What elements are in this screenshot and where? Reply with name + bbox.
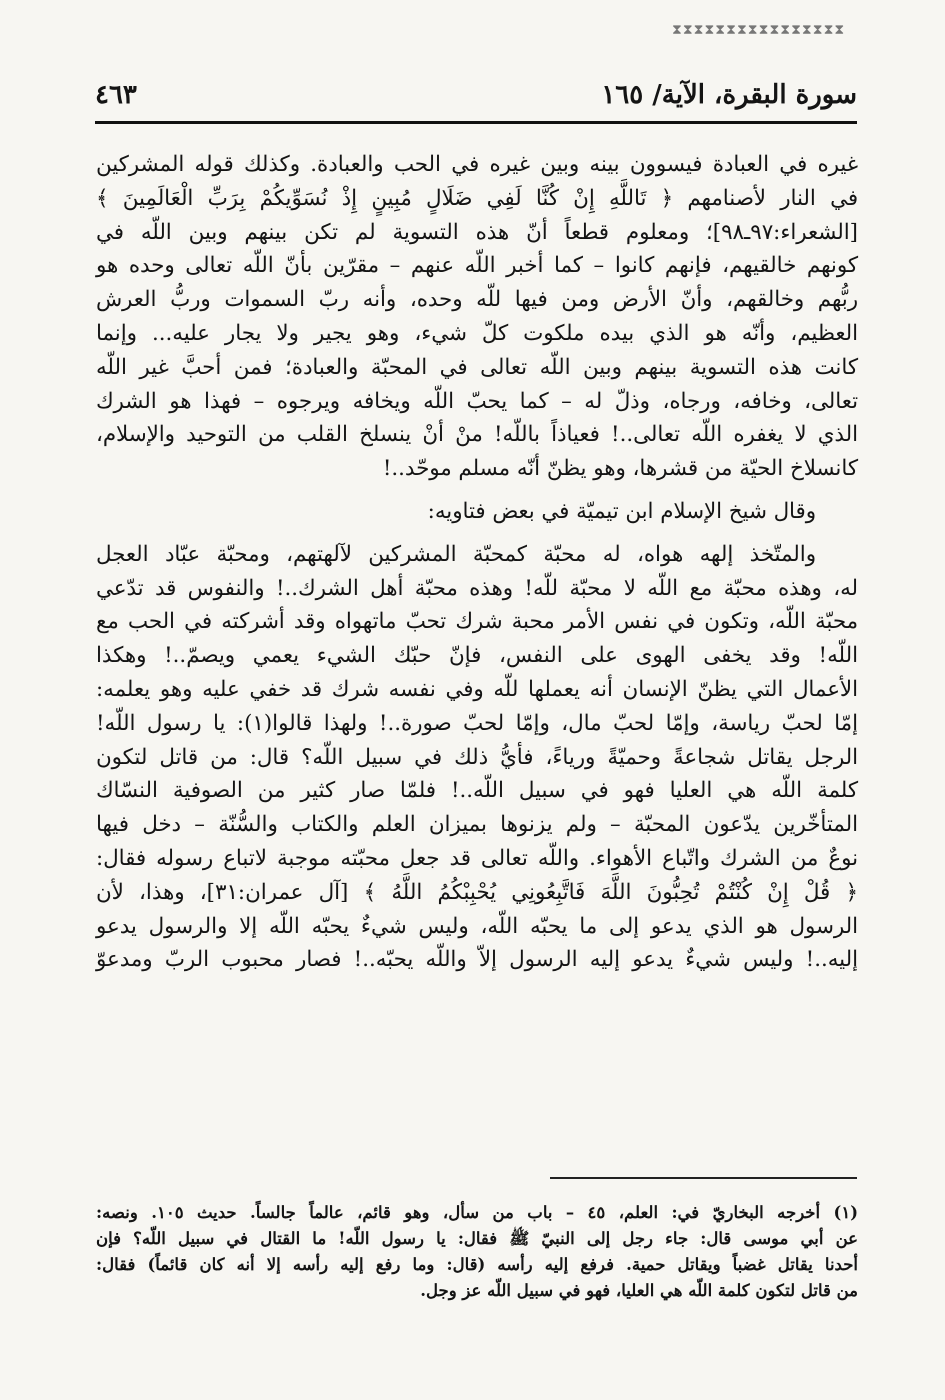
text-line: له، وهذه محبّة مع اللّه لا محبّة للّه! وهذه محبّة أهل الشرك..! والنفوس قد تدّعي: [96, 575, 858, 601]
header-rule: [95, 121, 857, 124]
text-line: نوعٌ من الشرك واتّباع الأهواء. واللّه تعالى قد جعل محبّته موجبة لاتباع رسوله فقال:: [96, 845, 858, 871]
paragraph-1: [96, 148, 858, 486]
text-line: ﴿ قُلْ إِنْ كُنْتُمْ تُحِبُّونَ اللَّهَ فَاتَّبِعُونِي يُحْبِبْكُمُ اللَّهُ ﴾ [آل عمران:٣١]، وهذا، لأن: [96, 879, 858, 905]
text-line: كلمة اللّه هي العليا فهو في سبيل اللّه..! فلمّا صار كثير من الصوفية النسّاك: [96, 778, 858, 804]
running-title: سورة البقرة، الآية/ ١٦٥: [601, 80, 857, 110]
paragraph-2: [96, 495, 858, 529]
text-line: محبّة اللّه، وتكون في نفس الأمر محبة شرك تحبّ ماتهواه وقد أشركته في الحب مع: [96, 609, 858, 635]
page-header: [95, 80, 857, 120]
text-line: الرجل يقاتل شجاعةً وحميّةً ورياءً، فأيُّ ذلك في سبيل اللّه؟ قال: من قاتل لتكون: [96, 744, 858, 770]
text-line: كونهم خالقيهم، فإنهم كانوا – كما أخبر اللّه عنهم – مقرّين بأنّ اللّه تعالى وحده هو: [96, 253, 858, 279]
text-line: وقال شيخ الإسلام ابن تيميّة في بعض فتاويه:: [427, 498, 816, 524]
text-line: في النار لأصنامهم ﴿ تَاللَّهِ إِنْ كُنَّا لَفِي ضَلَالٍ مُبِينٍ إِذْ نُسَوِّيكُمْ بِرَبِّ الْعَالَمِينَ ﴾: [96, 185, 858, 211]
text-line: تعالى، وخافه، ورجاه، وذلّ له – كما يحبّ اللّه ويخافه ويرجوه – فهذا هو الشرك: [96, 388, 858, 414]
footnote-line: (١) أخرجه البخاريّ في: العلم، ٤٥ – باب من سأل، وهو قائم، عالماً جالساً. حديث ١٠٥. ونصه:: [96, 1203, 858, 1222]
text-line: إليه..! وليس شيءٌ يدعو إليه الرسول إلاّ واللّه يحبّه..! فصار محبوب الربّ ومدعوّ: [96, 947, 858, 973]
text-line: [الشعراء:٩٧ـ٩٨]؛ ومعلوم قطعاً أنّ هذه التسوية لم تكن بينهم وبين اللّه في: [96, 219, 858, 245]
text-line: ربُّهم وخالقهم، وأنّ الأرض ومن فيها للّه وحده، وأنه ربّ السموات وربُّ العرش: [96, 287, 858, 313]
footnote-line: من قاتل لتكون كلمة اللّه هي العليا، فهو في سبيل اللّه عز وجل.: [420, 1281, 858, 1300]
footnote-line: أحدنا يقاتل غضباً ويقاتل حمية. فرفع إليه رأسه (قال: وما رفع إليه رأسه إلا أنه كان قائماً) فقال:: [96, 1255, 858, 1274]
text-line: الرسول هو الذي يدعو إلى ما يحبّه اللّه، وليس شيءٌ يحبّه اللّه إلا والرسول يدعو: [96, 913, 858, 939]
text-line: المتأخّرين يدّعون المحبّة – ولم يزنوها بميزان العلم والكتاب والسُّنّة – دخل فيها: [96, 812, 858, 838]
footnote-rule: [550, 1177, 857, 1179]
main-text: [96, 148, 858, 977]
text-line: كانسلاخ الحيّة من قشرها، وهو يظنّ أنّه مسلم موحّد..!: [382, 456, 858, 482]
text-line: اللّه! وقد يخفى الهوى على النفس، فإنّ حبّك الشيء يعمي ويصمّ..! وهكذا: [96, 643, 858, 669]
footnote-line: عن أبي موسى قال: جاء رجل إلى النبيّ ﷺ فقال: يا رسول اللّه! ما القتال في سبيل اللّه؟ فإن: [96, 1229, 858, 1248]
header-ornament: ⧗⧗⧗⧗⧗⧗⧗⧗⧗⧗⧗⧗⧗⧗⧗⧗: [672, 22, 846, 38]
page-number: ٤٦٣: [95, 80, 137, 110]
text-line: الذي لا يغفره اللّه تعالى..! فعياذاً باللّه! منْ أنْ ينسلخ القلب من التوحيد والإسلام،: [96, 422, 858, 448]
text-line: إمّا لحبّ رياسة، وإمّا لحبّ مال، وإمّا لحبّ صورة..! ولهذا قالوا(١): يا رسول اللّه!: [96, 710, 858, 736]
footnotes: [96, 1200, 858, 1304]
text-line: والمتّخذ إلهه هواه، له محبّة كمحبّة المشركين لآلهتهم، ومحبّة عبّاد العجل: [96, 541, 816, 567]
paragraph-3: [96, 538, 858, 977]
text-line: غيره في العبادة فيسوون بينه وبين غيره في الحب والعبادة. وكذلك قوله المشركين: [96, 152, 858, 177]
text-line: الأعمال التي يظنّ الإنسان أنه يعملها للّه وفي نفسه شرك قد خفي عليه وهو يعلمه:: [96, 676, 858, 702]
text-line: العظيم، وأنّه هو الذي بيده ملكوت كلّ شيء، وهو يجير ولا يجار عليه... وإنما: [96, 320, 858, 346]
text-line: كانت هذه التسوية بينهم وبين اللّه تعالى في المحبّة والعبادة؛ فمن أحبَّ غير اللّه: [96, 354, 858, 380]
